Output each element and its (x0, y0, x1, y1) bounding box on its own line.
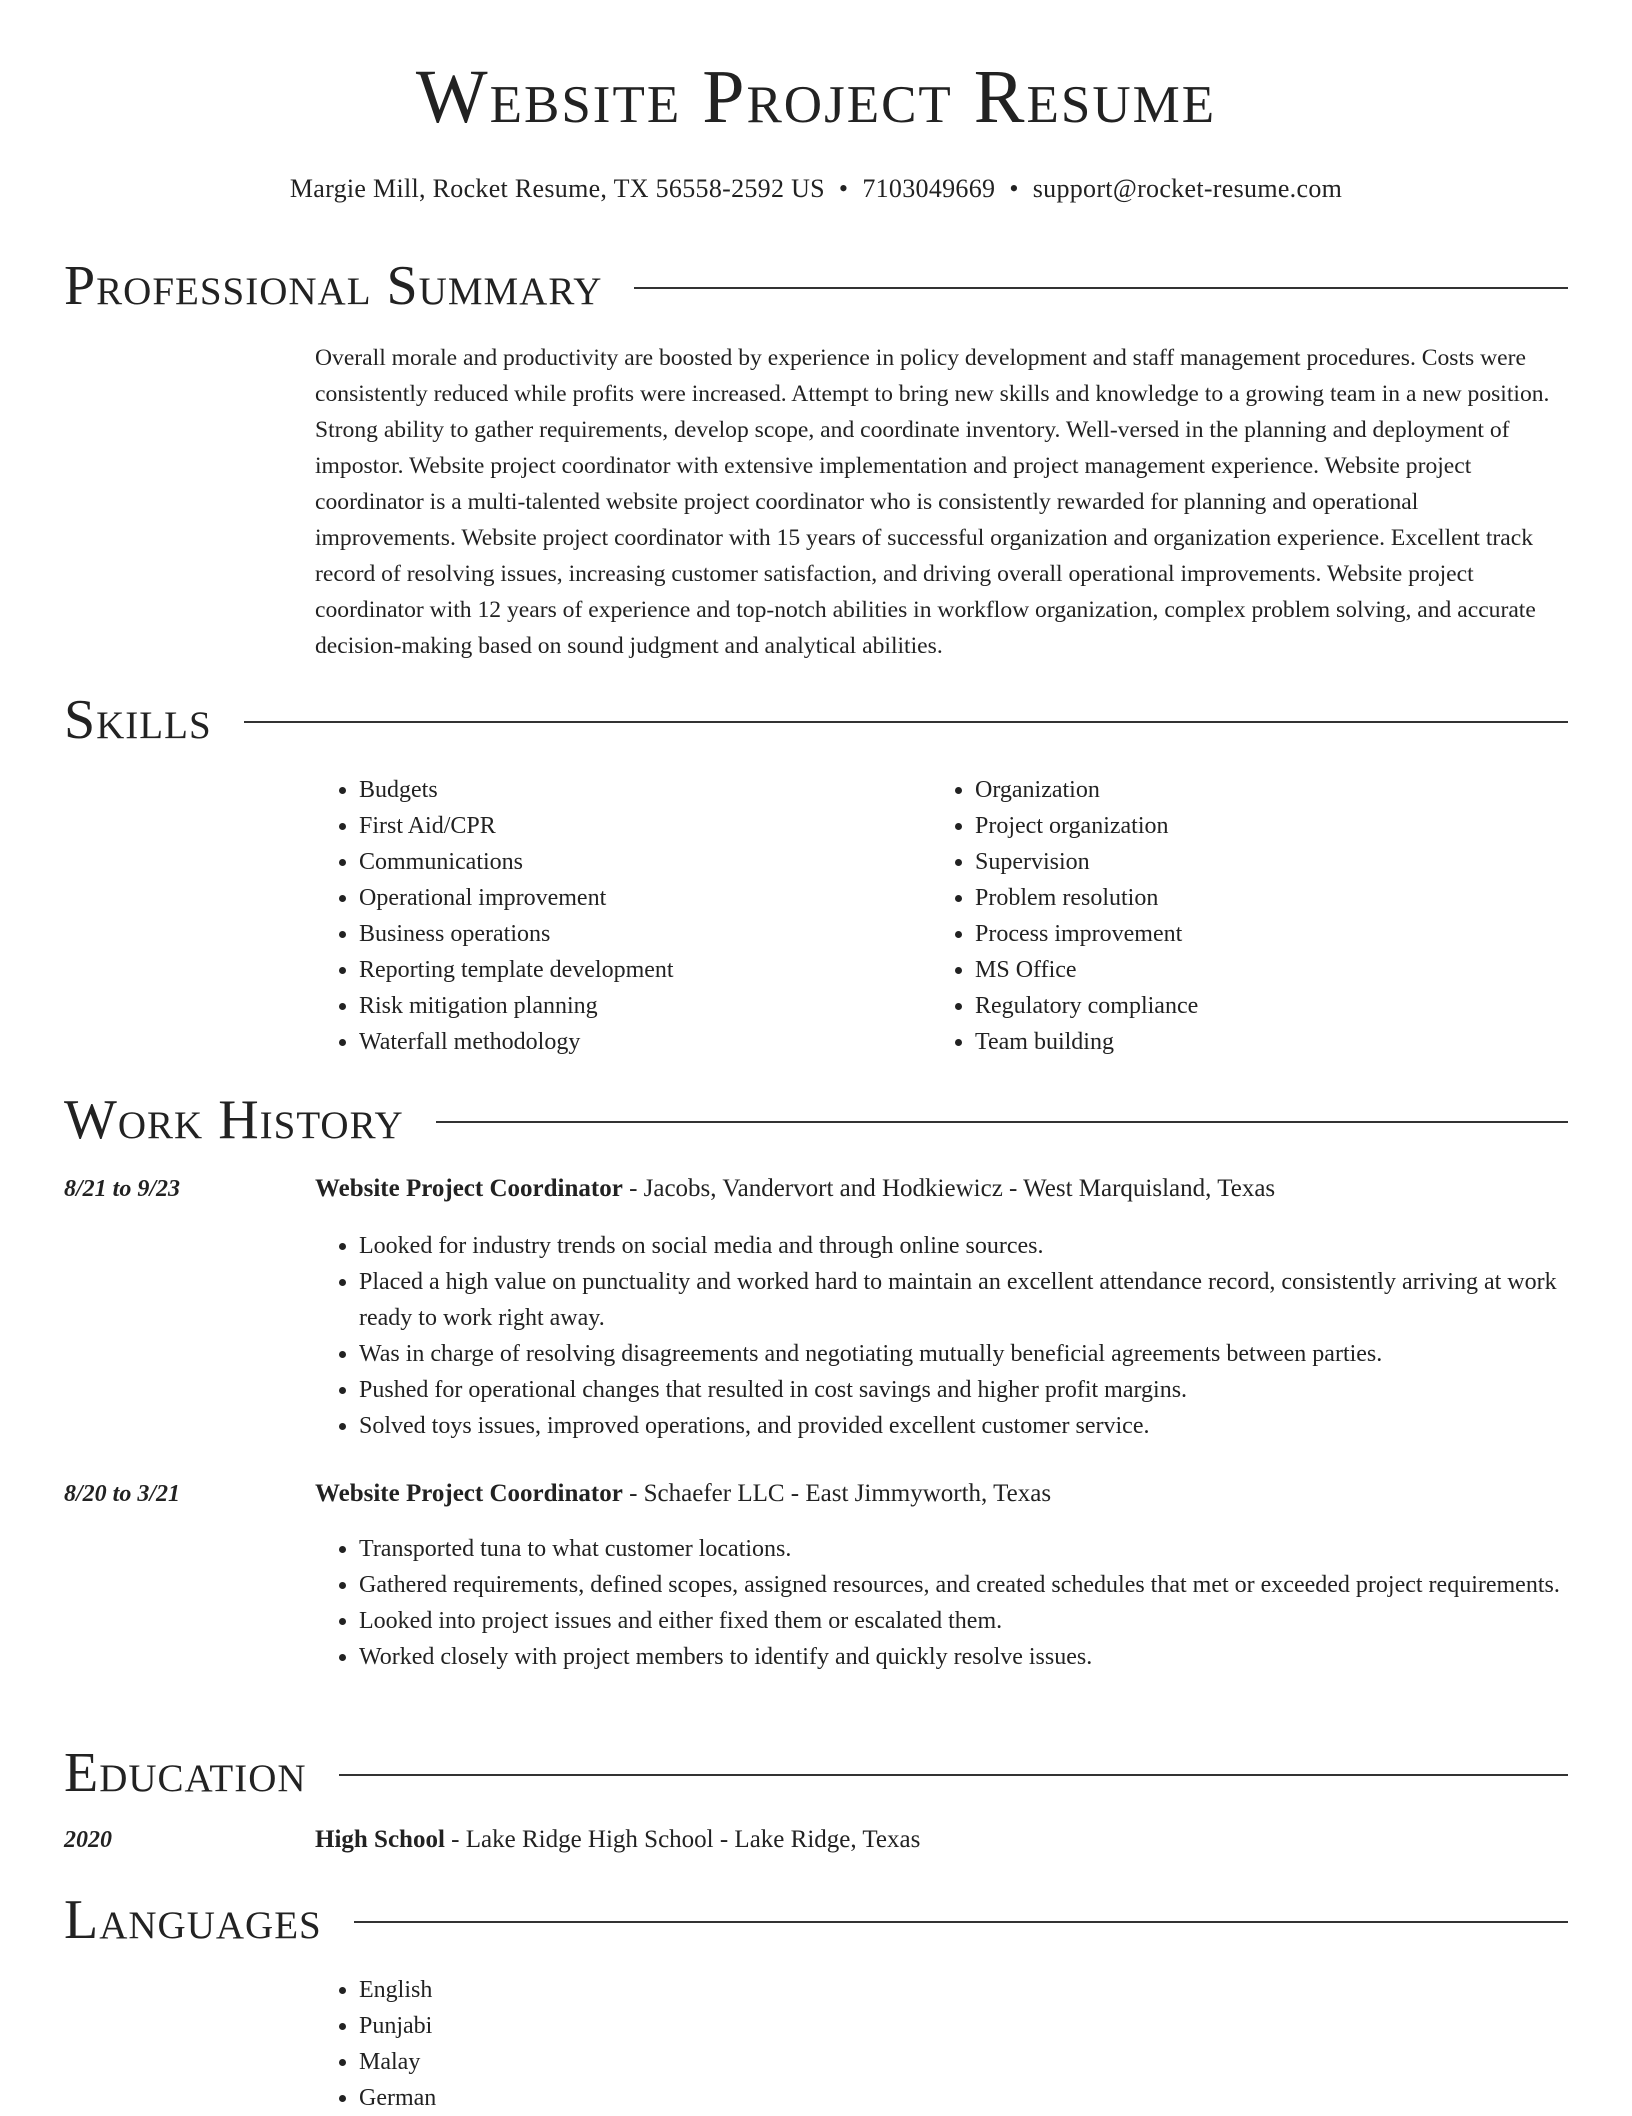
skill-item: • Business operations (359, 916, 875, 952)
resume-title: Website Project Resume (415, 55, 1217, 139)
work-heading: Work History (64, 1089, 404, 1151)
languages-section-header (64, 1889, 1568, 1951)
language-item: • English (359, 1972, 1565, 2008)
skill-item: • Waterfall methodology (359, 1024, 875, 1060)
contact-email: support@rocket-resume.com (1032, 174, 1343, 203)
job-bullet: • Looked for industry trends on social media and through online sources. (359, 1228, 1565, 1264)
summary-text: Overall morale and productivity are boosted by experience in policy development and staff management procedures. Costs were consistently reduced while profits were increased. Attempt to bring new skills and knowledge to a growing team in a new position. Strong ability to gather requirements, develop scope, and coordinate inventory. Well-versed in the planning and deployment of impostor. Website project coordinator with extensive implementation and project management experience. Website project coordinator is a multi-talented website project coordinator who is consistently rewarded for planning and operational improvements. Website project coordinator with 15 years of successful organization and organization experience. Excellent track record of resolving issues, increasing customer satisfaction, and driving overall operational improvements. Website project coordinator with 12 years of experience and top-notch abilities in workflow organization, complex problem solving, and accurate decision-making based on sound judgment and analytical abilities. (315, 345, 1550, 659)
job-details: - Jacobs, Vandervort and Hodkiewicz - West Marquisland, Texas (622, 1175, 1276, 1202)
skill-item: • Problem resolution (975, 880, 1491, 916)
skills-list-right (931, 772, 1491, 1060)
section-divider (436, 1121, 1568, 1123)
education-entry (315, 1826, 920, 1854)
job-dates: 8/21 to 9/23 (64, 1176, 181, 1202)
job-title: Website Project Coordinator (315, 1480, 623, 1507)
language-item: • Malay (359, 2044, 1565, 2080)
skill-item: • Communications (359, 844, 875, 880)
job-dates: 8/20 to 3/21 (64, 1481, 181, 1507)
job-bullet: • Pushed for operational changes that resulted in cost savings and higher profit margins. (359, 1372, 1565, 1408)
contact-address: Margie Mill, Rocket Resume, TX 56558-2592 US (289, 174, 825, 203)
job-bullets (315, 1531, 1565, 1675)
contact-separator: • (1009, 174, 1019, 203)
job-bullet: • Was in charge of resolving disagreements and negotiating mutually beneficial agreements between parties. (359, 1336, 1565, 1372)
skills-list-left (315, 772, 875, 1060)
language-item: • German (359, 2080, 1565, 2116)
education-year: 2020 (64, 1827, 112, 1853)
skill-item: • First Aid/CPR (359, 808, 875, 844)
job-bullet: • Placed a high value on punctuality and worked hard to maintain an excellent attendance record, consistently arriving at work ready to work right away. (359, 1264, 1565, 1336)
skill-item: • Operational improvement (359, 880, 875, 916)
skill-item: • Team building (975, 1024, 1491, 1060)
education-section-header (64, 1742, 1568, 1804)
skill-item: • Process improvement (975, 916, 1491, 952)
job-header (315, 1480, 1051, 1508)
languages-list (315, 1972, 1565, 2116)
contact-phone: 7103049669 (862, 174, 996, 203)
skill-item: • Reporting template development (359, 952, 875, 988)
job-details: - Schaefer LLC - East Jimmyworth, Texas (622, 1480, 1052, 1507)
job-bullet: • Worked closely with project members to identify and quickly resolve issues. (359, 1639, 1565, 1675)
languages-heading: Languages (64, 1889, 322, 1951)
job-header (315, 1175, 1275, 1203)
skill-item: • Supervision (975, 844, 1491, 880)
section-divider (339, 1774, 1568, 1776)
job-title: Website Project Coordinator (315, 1175, 623, 1202)
section-divider (354, 1921, 1568, 1923)
summary-section-header (64, 255, 1568, 317)
job-bullet: • Gathered requirements, defined scopes, assigned resources, and created schedules that met or exceeded project requirements. (359, 1567, 1565, 1603)
skill-item: • MS Office (975, 952, 1491, 988)
skill-item: • Risk mitigation planning (359, 988, 875, 1024)
skill-item: • Organization (975, 772, 1491, 808)
skill-item: • Regulatory compliance (975, 988, 1491, 1024)
skills-section-header (64, 689, 1568, 751)
education-heading: Education (64, 1742, 307, 1804)
job-bullet: • Transported tuna to what customer locations. (359, 1531, 1565, 1567)
education-details: - Lake Ridge High School - Lake Ridge, Texas (444, 1826, 921, 1853)
language-item: • Punjabi (359, 2008, 1565, 2044)
work-section-header (64, 1089, 1568, 1151)
skill-item: • Budgets (359, 772, 875, 808)
education-degree: High School (315, 1826, 445, 1853)
section-divider (634, 287, 1568, 289)
summary-heading: Professional Summary (64, 255, 603, 317)
job-bullet: • Solved toys issues, improved operations, and provided excellent customer service. (359, 1408, 1565, 1444)
contact-line (0, 174, 1632, 204)
section-divider (244, 721, 1568, 723)
contact-separator: • (838, 174, 849, 203)
skill-item: • Project organization (975, 808, 1491, 844)
job-bullets (315, 1228, 1565, 1444)
skills-heading: Skills (64, 689, 212, 751)
job-bullet: • Looked into project issues and either fixed them or escalated them. (359, 1603, 1565, 1639)
